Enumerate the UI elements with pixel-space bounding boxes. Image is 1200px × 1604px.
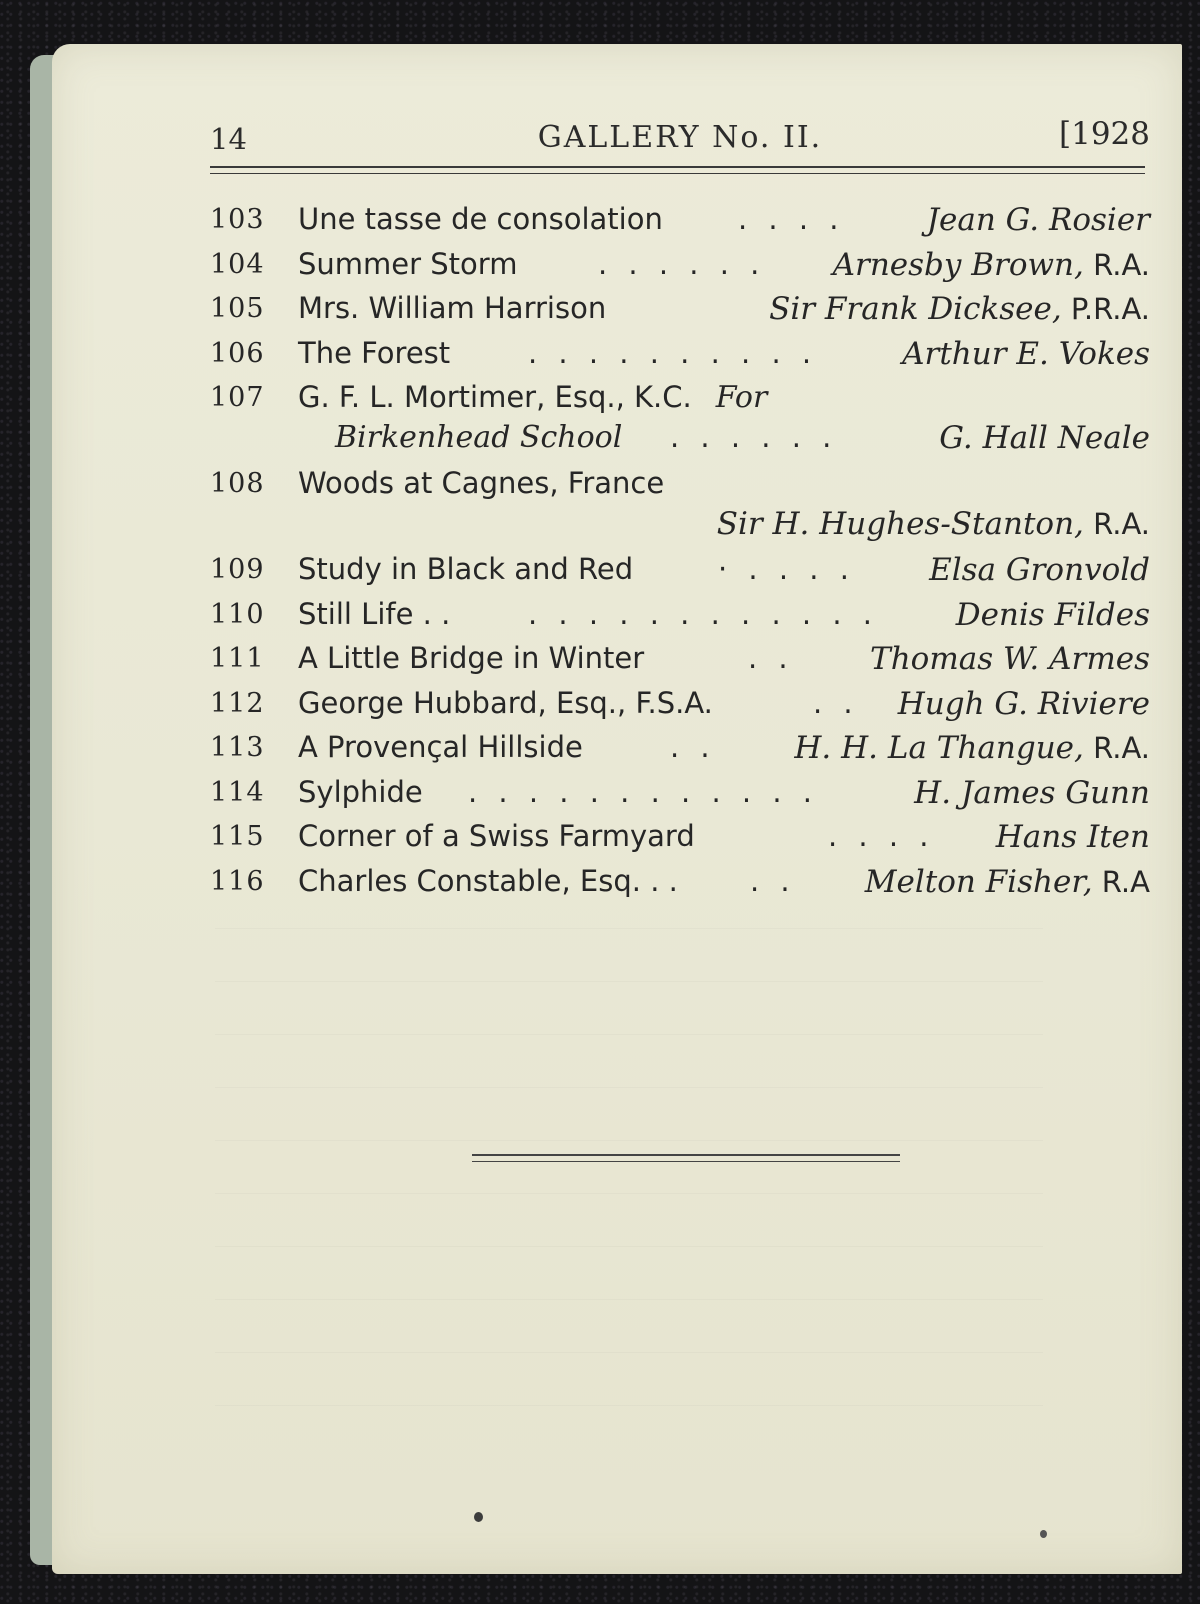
artist-name: Sir H. Hughes-Stanton,: [716, 506, 1084, 542]
leader-dots: . .: [748, 641, 794, 675]
entry-number: 112: [210, 687, 265, 719]
ink-speck: [474, 1512, 483, 1522]
entry-title: A Provençal Hillside: [298, 730, 583, 764]
catalogue-list: [210, 200, 1150, 906]
page-header: [210, 112, 1150, 162]
entry-number: 113: [210, 732, 265, 763]
artist-name: Denis Fildes: [955, 596, 1150, 633]
leader-dots: · . . . .: [718, 552, 855, 586]
entry-title: Corner of a Swiss Farmyard: [298, 819, 695, 853]
entry-artist: [794, 730, 1150, 766]
artist-name: G. Hall Neale: [939, 420, 1150, 456]
entry-105: [210, 289, 1150, 334]
page-number: 14: [210, 122, 247, 156]
entry-104: [210, 245, 1150, 290]
entry-109: [210, 550, 1150, 595]
entry-title: Une tasse de consolation: [298, 202, 663, 236]
entry-artist: [870, 641, 1150, 677]
entry-106: [210, 334, 1150, 379]
entry-111: [210, 639, 1150, 684]
artist-name: Arthur E. Vokes: [902, 335, 1150, 372]
artist-suffix: R.A.: [1083, 247, 1150, 282]
leader-dots: . . . . . . . . . . . .: [528, 596, 879, 631]
entry-artist: [956, 597, 1150, 633]
leader-dots: . . . .: [738, 202, 845, 236]
leader-dots: . . . . . . . . . .: [528, 335, 818, 370]
entry-artist: [865, 864, 1150, 900]
entry-112: [210, 684, 1150, 729]
entry-title: Sylphide: [298, 774, 423, 809]
entry-title: Summer Storm: [298, 246, 518, 281]
entry-artist: [833, 247, 1150, 283]
entry-title-italic: For: [715, 380, 768, 415]
entry-title-line2: Birkenhead School: [335, 420, 623, 455]
entry-artist: [927, 202, 1150, 238]
artist-name: H. H. La Thangue,: [794, 730, 1084, 766]
artist-name: Elsa Gronvold: [929, 552, 1150, 588]
entry-title: Woods at Cagnes, France: [298, 466, 665, 500]
entry-107: [210, 378, 1150, 464]
entry-number: 108: [210, 468, 265, 499]
entry-title: A Little Bridge in Winter: [298, 641, 645, 675]
artist-suffix: P.R.A.: [1061, 292, 1150, 326]
entry-artist: [929, 552, 1150, 588]
entry-number: 104: [210, 248, 265, 280]
leader-dots: . . . . . .: [670, 420, 838, 454]
entry-number: 111: [210, 643, 265, 674]
entry-number: 109: [210, 554, 265, 585]
artist-name: Jean G. Rosier: [926, 202, 1150, 238]
entry-number: 103: [210, 204, 265, 235]
ink-speck: [1040, 1530, 1047, 1538]
artist-name: Hugh G. Riviere: [897, 685, 1150, 722]
running-title: GALLERY No. II.: [537, 120, 823, 155]
entry-number: 106: [210, 337, 265, 369]
entry-artist: [996, 819, 1150, 855]
leader-dots: . . . . . .: [598, 246, 766, 281]
year-label: [1928: [1059, 116, 1150, 152]
entry-number: 116: [210, 865, 265, 897]
entry-113: [210, 728, 1150, 773]
artist-suffix: R.A: [1092, 864, 1150, 899]
entry-115: [210, 817, 1150, 862]
entry-title: Charles Constable, Esq. . .: [298, 863, 678, 898]
entry-110: [210, 595, 1150, 640]
entry-artist: [769, 291, 1150, 327]
entry-number: 115: [210, 821, 265, 852]
artist-name: Hans Iten: [995, 819, 1150, 855]
entry-title: [298, 380, 767, 415]
artist-name: Melton Fisher,: [864, 863, 1093, 900]
artist-name: Arnesby Brown,: [832, 246, 1084, 283]
entry-artist: [898, 686, 1150, 722]
entry-title: Mrs. William Harrison: [298, 291, 607, 325]
entry-artist: [902, 336, 1150, 372]
entry-number: 114: [210, 776, 265, 808]
section-end-rule: [472, 1154, 900, 1162]
artist-suffix: R.A.: [1083, 507, 1150, 541]
entry-title: Still Life . .: [298, 596, 451, 631]
entry-114: [210, 773, 1150, 818]
entry-artist: [717, 506, 1150, 542]
leader-dots: . .: [750, 863, 796, 898]
artist-suffix: R.A.: [1083, 731, 1150, 765]
leader-dots: . . . . . . . . . . . .: [468, 774, 819, 809]
leader-dots: . .: [670, 730, 716, 764]
entry-title: George Hubbard, Esq., F.S.A.: [298, 685, 713, 720]
entry-number: 107: [210, 382, 265, 413]
artist-name: Sir Frank Dicksee,: [769, 291, 1062, 327]
entry-title: The Forest: [298, 335, 451, 370]
entry-number: 105: [210, 293, 265, 324]
entry-108: [210, 464, 1150, 550]
header-rule: [210, 166, 1145, 174]
artist-name: H. James Gunn: [914, 774, 1150, 811]
artist-name: Thomas W. Armes: [870, 641, 1150, 677]
entry-title-text: G. F. L. Mortimer, Esq., K.C.: [298, 380, 692, 414]
entry-artist: [939, 420, 1150, 456]
entry-103: [210, 200, 1150, 245]
leader-dots: . .: [813, 685, 859, 720]
entry-number: 110: [210, 598, 265, 630]
entry-artist: [914, 775, 1150, 811]
leader-dots: . . . .: [828, 819, 935, 853]
entry-title: Study in Black and Red: [298, 552, 634, 586]
entry-116: [210, 862, 1150, 907]
